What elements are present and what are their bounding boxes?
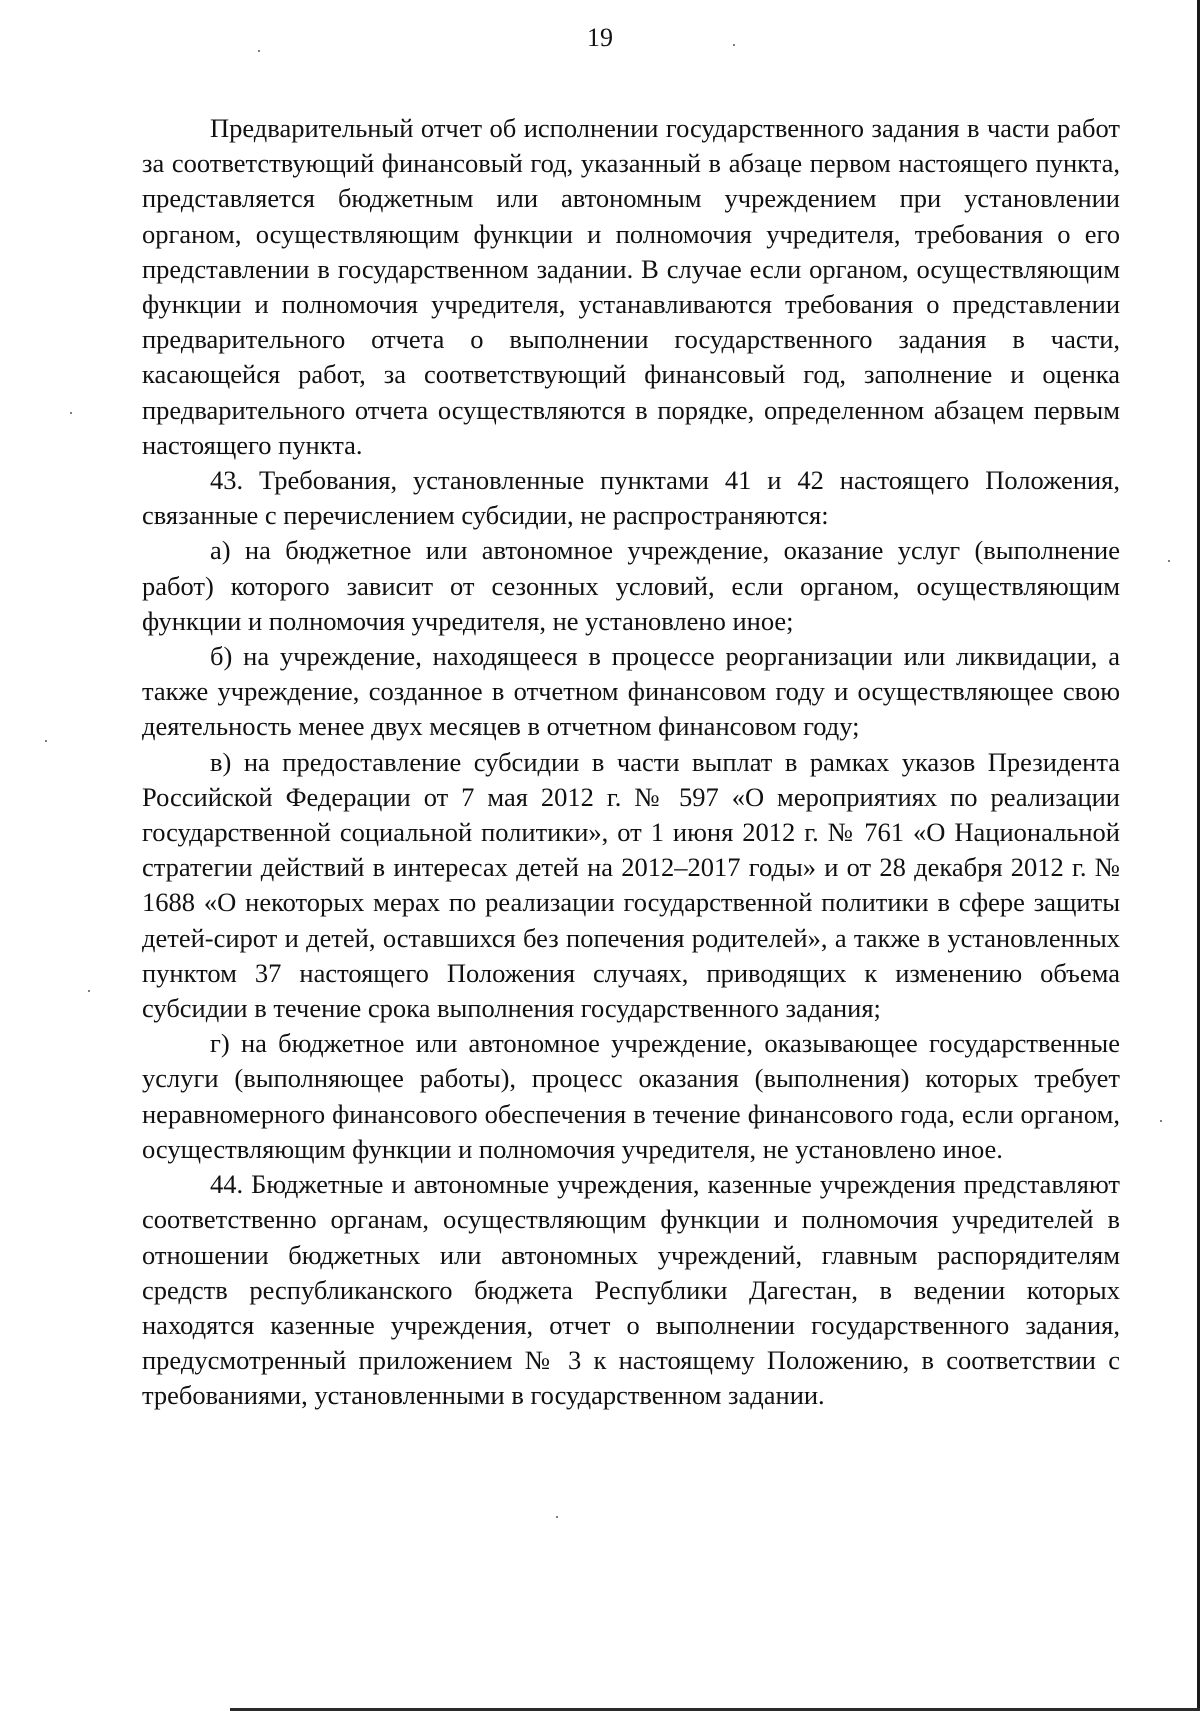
paragraph-43-g: г) на бюджетное или автономное учреждение, оказывающее государственные услуги (выполняющее работы), процесс оказания (выполнения) которых требует неравномерного финансового обеспечения в течение финансового года, если органом, осуществляющим функции и полномочия учредителя, не установлено иное. — [142, 1028, 1120, 1164]
paragraph-43-v: в) на предоставление субсидии в части выплат в рамках указов Президента Российской Федерации от 7 мая 2012 г. № 597 «О мероприятиях по реализации государственной социальной политики», от 1 июня 2012 г. № 761 «О Национальной стратегии действий в интересах детей на 2012–2017 годы» и от 28 декабря 2012 г. № 1688 «О некоторых мерах по реализации государственной политики в сфере защиты детей-сирот и детей, оставшихся без попечения родителей», а также в установленных пунктом 37 настоящего Положения случаях, приводящих к изменению объема субсидии в течение срока выполнения государственного задания; — [142, 746, 1120, 1024]
paragraph-44: 44. Бюджетные и автономные учреждения, казенные учреждения представляют соответственно органам, осуществляющим функции и полномочия учредителей в отношении бюджетных или автономных учреждений, главным распорядителям средств республиканского бюджета Республики Дагестан, в ведении которых находятся казенные учреждения, отчет о выполнении государственного задания, предусмотренный приложением № 3 к настоящему Положению, в соответствии с требованиями, установленными в государственном задании. — [142, 1169, 1120, 1411]
scan-speck — [70, 412, 72, 414]
paragraph-43-a: а) на бюджетное или автономное учреждение, оказание услуг (выполнение работ) которого зависит от сезонных условий, если органом, осуществляющим функции и полномочия учредителя, не установлено иное; — [142, 535, 1120, 636]
scan-speck — [1168, 560, 1170, 562]
paragraph-43-b: б) на учреждение, находящееся в процессе реорганизации или ликвидации, а также учреждение, созданное в отчетном финансовом году и осуществляющее свою деятельность менее двух месяцев в отчетном финансовом году; — [142, 641, 1120, 742]
document-body — [142, 111, 1120, 1414]
paragraph-preliminary-report: Предварительный отчет об исполнении государственного задания в части работ за соответствующий финансовый год, указанный в абзаце первом настоящего пункта, представляется бюджетным или автономным учреждением при установлении органом, осуществляющим функции и полномочия учредителя, требования о его представлении в государственном задании. В случае если органом, осуществляющим функции и полномочия учредителя, устанавливаются требования о представлении предварительного отчета о выполнении государственного задания в части, касающейся работ, за соответствующий финансовый год, заполнение и оценка предварительного отчета осуществляются в порядке, определенном абзацем первым настоящего пункта. — [142, 113, 1120, 460]
page-number: 19 — [587, 23, 613, 52]
scan-speck — [88, 990, 90, 992]
scan-speck — [45, 740, 47, 742]
scan-speck — [556, 1516, 558, 1518]
paragraph-43: 43. Требования, установленные пунктами 41 и 42 настоящего Положения, связанные с перечислением субсидии, не распространяются: — [142, 465, 1120, 531]
scan-speck — [1160, 1120, 1162, 1122]
